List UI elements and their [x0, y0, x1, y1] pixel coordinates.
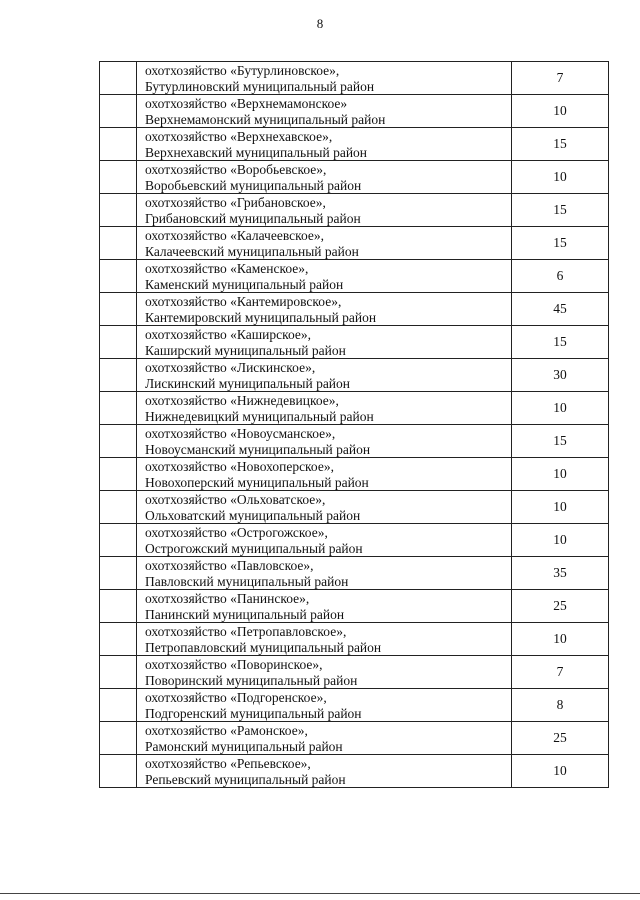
blank-cell	[100, 95, 137, 128]
name-cell	[137, 755, 512, 788]
blank-cell	[100, 425, 137, 458]
value-cell: 10	[512, 95, 609, 128]
value-cell: 10	[512, 623, 609, 656]
district-name: Кантемировский муниципальный район	[145, 309, 377, 325]
farm-name: охотхозяйство «Новоусманское»,	[145, 426, 336, 441]
farm-name: охотхозяйство «Воробьевское»,	[145, 162, 327, 177]
blank-cell	[100, 656, 137, 689]
blank-cell	[100, 722, 137, 755]
value-cell: 10	[512, 458, 609, 491]
farm-name: охотхозяйство «Новохоперское»,	[145, 459, 334, 474]
table-row	[100, 161, 609, 194]
table-row	[100, 623, 609, 656]
blank-cell	[100, 161, 137, 194]
district-name: Верхнехавский муниципальный район	[145, 144, 368, 160]
farm-name: охотхозяйство «Репьевское»,	[145, 756, 311, 771]
farm-name: охотхозяйство «Лискинское»,	[145, 360, 316, 375]
table-row	[100, 557, 609, 590]
blank-cell	[100, 392, 137, 425]
district-name: Подгоренский муниципальный район	[145, 705, 362, 721]
value-cell: 7	[512, 656, 609, 689]
value-cell: 10	[512, 491, 609, 524]
farm-name: охотхозяйство «Петропавловское»,	[145, 624, 347, 639]
district-name: Новохоперский муниципальный район	[145, 474, 369, 490]
farm-name: охотхозяйство «Подгоренское»,	[145, 690, 327, 705]
farm-name: охотхозяйство «Верхнемамонское»	[145, 96, 348, 111]
district-name: Грибановский муниципальный район	[145, 210, 361, 226]
district-name: Поворинский муниципальный район	[145, 672, 358, 688]
blank-cell	[100, 326, 137, 359]
name-cell	[137, 326, 512, 359]
blank-cell	[100, 689, 137, 722]
table-row	[100, 722, 609, 755]
table-row	[100, 392, 609, 425]
blank-cell	[100, 260, 137, 293]
table-row	[100, 95, 609, 128]
value-cell: 15	[512, 194, 609, 227]
district-name: Павловский муниципальный район	[145, 573, 349, 589]
blank-cell	[100, 557, 137, 590]
name-cell	[137, 425, 512, 458]
blank-cell	[100, 62, 137, 95]
name-cell	[137, 194, 512, 227]
district-name: Каширский муниципальный район	[145, 342, 346, 358]
table-row	[100, 326, 609, 359]
farm-name: охотхозяйство «Павловское»,	[145, 558, 314, 573]
farm-name: охотхозяйство «Грибановское»,	[145, 195, 326, 210]
farm-name: охотхозяйство «Панинское»,	[145, 591, 310, 606]
name-cell	[137, 392, 512, 425]
value-cell: 45	[512, 293, 609, 326]
value-cell: 15	[512, 128, 609, 161]
farm-name: охотхозяйство «Рамонское»,	[145, 723, 308, 738]
blank-cell	[100, 524, 137, 557]
table-row	[100, 491, 609, 524]
blank-cell	[100, 590, 137, 623]
table-row	[100, 656, 609, 689]
farm-name: охотхозяйство «Ольховатское»,	[145, 492, 326, 507]
farm-name: охотхозяйство «Калачеевское»,	[145, 228, 325, 243]
value-cell: 10	[512, 524, 609, 557]
blank-cell	[100, 359, 137, 392]
table-row	[100, 755, 609, 788]
district-name: Нижнедевицкий муниципальный район	[145, 408, 374, 424]
farm-name: охотхозяйство «Верхнехавское»,	[145, 129, 333, 144]
blank-cell	[100, 458, 137, 491]
district-name: Верхнемамонский муниципальный район	[145, 111, 386, 127]
table-row	[100, 689, 609, 722]
table-row	[100, 62, 609, 95]
table-row	[100, 194, 609, 227]
blank-cell	[100, 491, 137, 524]
name-cell	[137, 689, 512, 722]
table-row	[100, 260, 609, 293]
blank-cell	[100, 128, 137, 161]
value-cell: 15	[512, 227, 609, 260]
value-cell: 25	[512, 590, 609, 623]
table-row	[100, 128, 609, 161]
blank-cell	[100, 755, 137, 788]
blank-cell	[100, 227, 137, 260]
farm-name: охотхозяйство «Бутурлиновское»,	[145, 63, 340, 78]
name-cell	[137, 491, 512, 524]
table-row	[100, 425, 609, 458]
name-cell	[137, 128, 512, 161]
name-cell	[137, 62, 512, 95]
farm-name: охотхозяйство «Нижнедевицкое»,	[145, 393, 339, 408]
district-name: Острогожский муниципальный район	[145, 540, 363, 556]
value-cell: 15	[512, 326, 609, 359]
name-cell	[137, 557, 512, 590]
name-cell	[137, 95, 512, 128]
value-cell: 35	[512, 557, 609, 590]
district-name: Петропавловский муниципальный район	[145, 639, 382, 655]
blank-cell	[100, 623, 137, 656]
farm-name: охотхозяйство «Поворинское»,	[145, 657, 323, 672]
district-name: Панинский муниципальный район	[145, 606, 345, 622]
farm-name: охотхозяйство «Кантемировское»,	[145, 294, 342, 309]
table-body	[100, 62, 609, 788]
name-cell	[137, 293, 512, 326]
name-cell	[137, 722, 512, 755]
bottom-divider	[0, 893, 640, 894]
name-cell	[137, 590, 512, 623]
value-cell: 30	[512, 359, 609, 392]
farm-name: охотхозяйство «Острогожское»,	[145, 525, 328, 540]
page-number: 8	[316, 16, 324, 31]
district-name: Репьевский муниципальный район	[145, 771, 346, 787]
name-cell	[137, 161, 512, 194]
value-cell: 15	[512, 425, 609, 458]
district-name: Ольховатский муниципальный район	[145, 507, 361, 523]
district-name: Воробьевский муниципальный район	[145, 177, 362, 193]
name-cell	[137, 623, 512, 656]
table-row	[100, 590, 609, 623]
value-cell: 7	[512, 62, 609, 95]
value-cell: 6	[512, 260, 609, 293]
hunting-farms-table	[99, 61, 609, 788]
table-row	[100, 227, 609, 260]
name-cell	[137, 260, 512, 293]
value-cell: 8	[512, 689, 609, 722]
value-cell: 10	[512, 392, 609, 425]
blank-cell	[100, 194, 137, 227]
district-name: Новоусманский муниципальный район	[145, 441, 371, 457]
district-name: Лискинский муниципальный район	[145, 375, 351, 391]
table-row	[100, 293, 609, 326]
table-row	[100, 359, 609, 392]
table-row	[100, 524, 609, 557]
district-name: Бутурлиновский муниципальный район	[145, 78, 375, 94]
farm-name: охотхозяйство «Каширское»,	[145, 327, 312, 342]
name-cell	[137, 656, 512, 689]
name-cell	[137, 359, 512, 392]
district-name: Калачеевский муниципальный район	[145, 243, 359, 259]
district-name: Каменский муниципальный район	[145, 276, 344, 292]
name-cell	[137, 524, 512, 557]
value-cell: 25	[512, 722, 609, 755]
value-cell: 10	[512, 755, 609, 788]
name-cell	[137, 458, 512, 491]
table-row	[100, 458, 609, 491]
district-name: Рамонский муниципальный район	[145, 738, 343, 754]
value-cell: 10	[512, 161, 609, 194]
blank-cell	[100, 293, 137, 326]
name-cell	[137, 227, 512, 260]
farm-name: охотхозяйство «Каменское»,	[145, 261, 309, 276]
